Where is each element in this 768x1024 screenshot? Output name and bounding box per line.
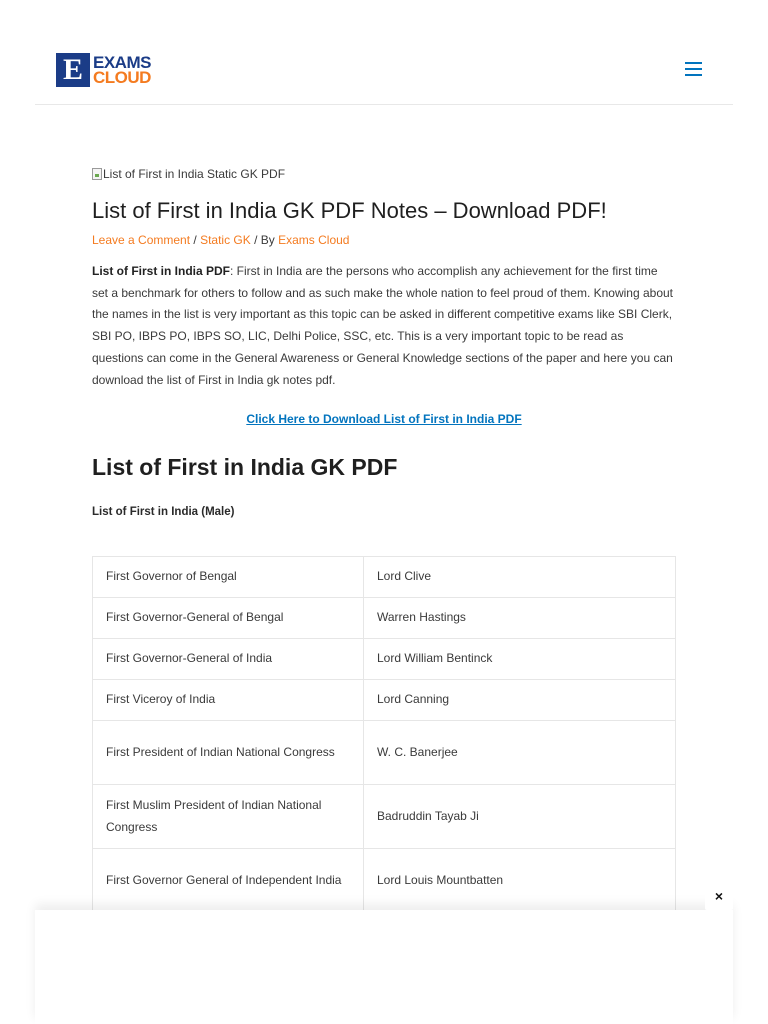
intro-bold: List of First in India PDF bbox=[92, 264, 230, 278]
table-cell-title: First Governor-General of India bbox=[93, 639, 364, 680]
site-logo[interactable] bbox=[56, 53, 151, 87]
ad-banner bbox=[35, 910, 733, 1024]
article-content bbox=[92, 165, 676, 518]
table-subtitle: List of First in India (Male) bbox=[92, 506, 235, 519]
meta-separator: / bbox=[190, 233, 201, 247]
table-cell-title: First President of Indian National Congress bbox=[93, 721, 364, 785]
table-cell-person: W. C. Banerjee bbox=[364, 721, 676, 785]
table-cell-title: First Governor General of Independent India bbox=[93, 849, 364, 913]
table-cell-title: First Governor-General of Bengal bbox=[93, 598, 364, 639]
first-in-india-table bbox=[92, 556, 676, 913]
post-title: List of First in India GK PDF Notes – Download PDF! bbox=[92, 198, 607, 223]
logo-line-exams: EXAMS bbox=[93, 53, 151, 72]
table-cell-title: First Muslim President of Indian National Congress bbox=[93, 785, 364, 849]
table-cell-title: First Viceroy of India bbox=[93, 680, 364, 721]
close-icon[interactable]: × bbox=[705, 882, 733, 910]
download-link-wrap bbox=[92, 412, 676, 426]
intro-paragraph bbox=[92, 261, 676, 391]
featured-image bbox=[92, 165, 676, 183]
table-row bbox=[93, 680, 676, 721]
table-row bbox=[93, 639, 676, 680]
author-link[interactable]: Exams Cloud bbox=[278, 233, 350, 247]
table-row bbox=[93, 785, 676, 849]
table-row bbox=[93, 849, 676, 913]
table-cell-person: Warren Hastings bbox=[364, 598, 676, 639]
table-cell-person: Lord William Bentinck bbox=[364, 639, 676, 680]
table-cell-person: Lord Canning bbox=[364, 680, 676, 721]
logo-text bbox=[93, 55, 151, 85]
site-header bbox=[35, 0, 733, 105]
broken-image-icon bbox=[92, 168, 102, 180]
featured-image-alt: List of First in India Static GK PDF bbox=[103, 167, 286, 181]
section-title: List of First in India GK PDF bbox=[92, 454, 398, 481]
meta-by: / By bbox=[250, 233, 279, 247]
download-pdf-link[interactable]: Click Here to Download List of First in India PDF bbox=[246, 412, 522, 427]
table-row bbox=[93, 598, 676, 639]
intro-text: : First in India are the persons who accomplish any achievement for the first time set a benchmark for others to follow and as such make the whole nation to feel proud of them. Knowing about the names in the list is very important as this topic can be asked in different competitive exams like SBI Clerk, SBI PO, IBPS PO, IBPS SO, LIC, Delhi Police, SSC, etc. This is a very important topic to be read as questions can come in the General Awareness or General Knowledge sections of the paper and here you can download the list of First in India gk notes pdf. bbox=[92, 264, 674, 387]
table-cell-title: First Governor of Bengal bbox=[93, 557, 364, 598]
table-cell-person: Badruddin Tayab Ji bbox=[364, 785, 676, 849]
table-cell-person: Lord Louis Mountbatten bbox=[364, 849, 676, 913]
category-link[interactable]: Static GK bbox=[200, 233, 251, 247]
table-row bbox=[93, 721, 676, 785]
logo-mark: E bbox=[56, 53, 90, 87]
post-meta bbox=[92, 232, 676, 248]
hamburger-icon[interactable] bbox=[685, 62, 703, 78]
table-cell-person: Lord Clive bbox=[364, 557, 676, 598]
table-row bbox=[93, 557, 676, 598]
logo-line-cloud: CLOUD bbox=[93, 68, 151, 87]
leave-comment-link[interactable]: Leave a Comment bbox=[92, 233, 191, 247]
